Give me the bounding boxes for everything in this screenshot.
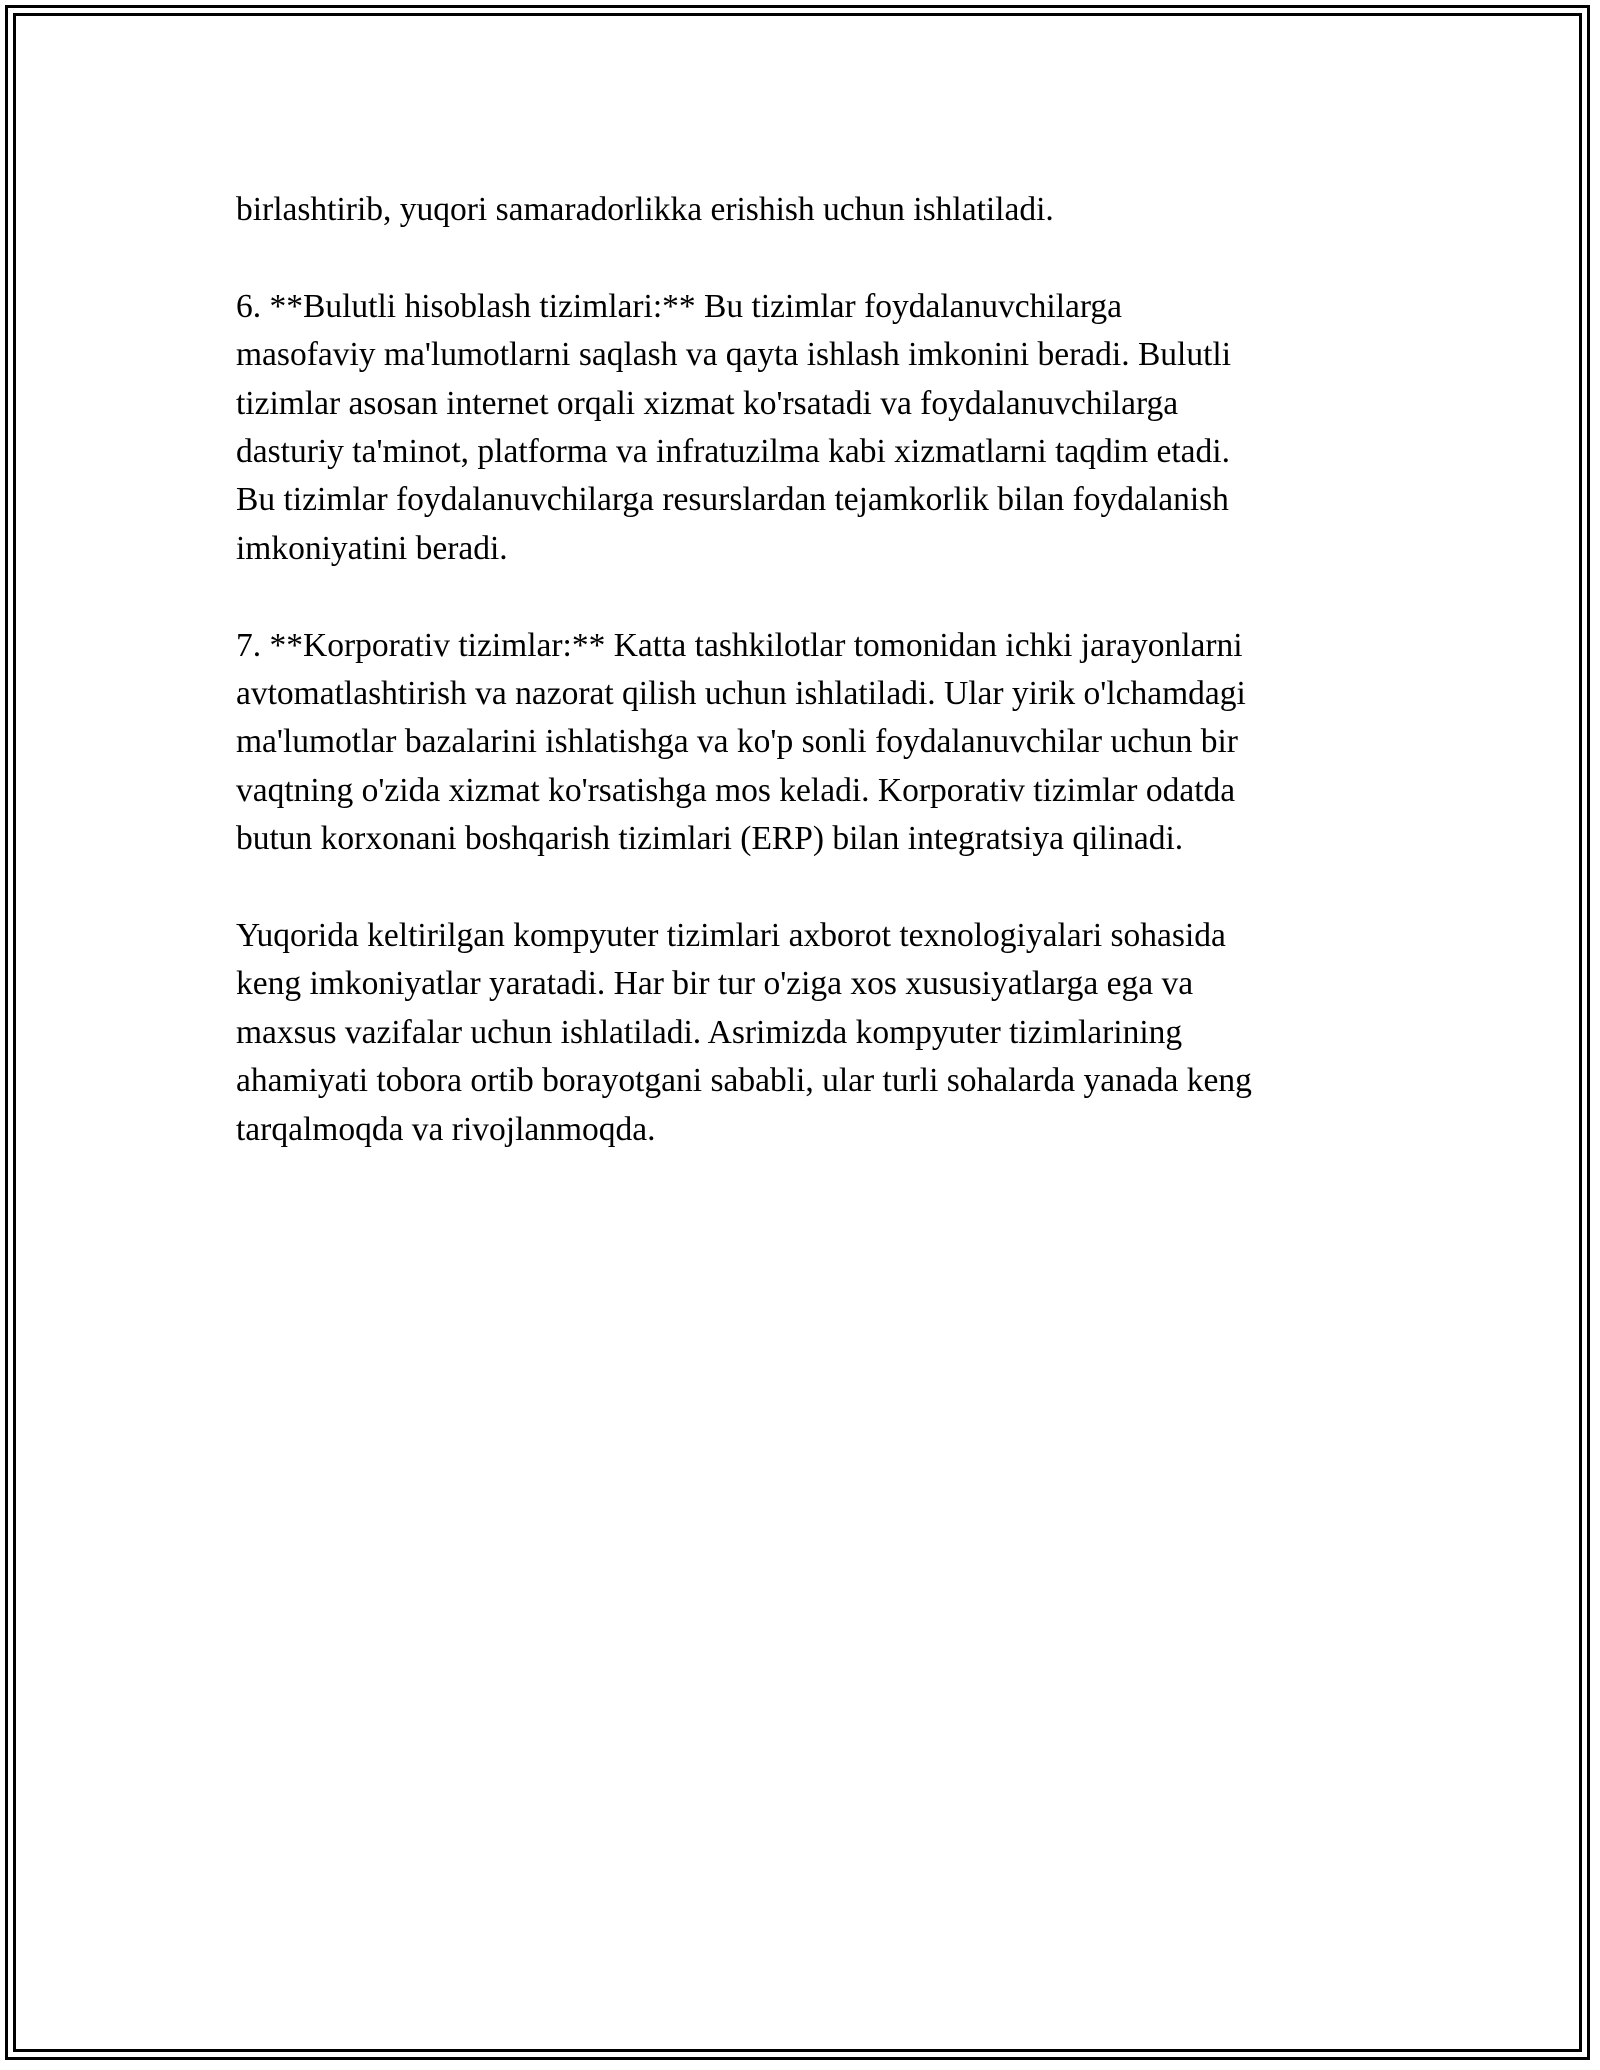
- paragraph-conclusion: Yuqorida keltirilgan kompyuter tizimlari axborot texnologiyalari sohasida keng imkoniyatlar yaratadi. Har bir tur o'ziga xos xususiyatlarga ega va maxsus vazifalar uchun ishlatiladi. Asrimizda kompyuter tizimlarining ahamiyati tobora ortib borayotgani sababli, ular turli sohalarda yanada keng tarqalmoqda va rivojlanmoqda.: [236, 917, 1252, 1148]
- paragraph-continuation: birlashtirib, yuqori samaradorlikka erishish uchun ishlatiladi.: [236, 191, 1054, 228]
- paragraph-corporate-systems: 7. **Korporativ tizimlar:** Katta tashkilotlar tomonidan ichki jarayonlarni avtomatlashtirish va nazorat qilish uchun ishlatiladi. Ular yirik o'lchamdagi ma'lumotlar bazalarini ishlatishga va ko'p sonli foydalanuvchilar uchun bir vaqtning o'zida xizmat ko'rsatishga mos keladi. Korporativ tizimlar odatda butun korxonani boshqarish tizimlari (ERP) bilan integratsiya qilinadi.: [236, 626, 1246, 858]
- paragraph-cloud-systems: 6. **Bulutli hisoblash tizimlari:** Bu tizimlar foydalanuvchilarga masofaviy ma'lumotlarni saqlash va qayta ishlash imkonini beradi. Bulutli tizimlar asosan internet orqali xizmat ko'rsatadi va foydalanuvchilarga dasturiy ta'minot, platforma va infratuzilma kabi xizmatlarni taqdim etadi. Bu tizimlar foydalanuvchilarga resurslardan tejamkorlik bilan foydalanish imkoniyatini beradi.: [236, 287, 1232, 567]
- document-body: [236, 186, 1366, 1202]
